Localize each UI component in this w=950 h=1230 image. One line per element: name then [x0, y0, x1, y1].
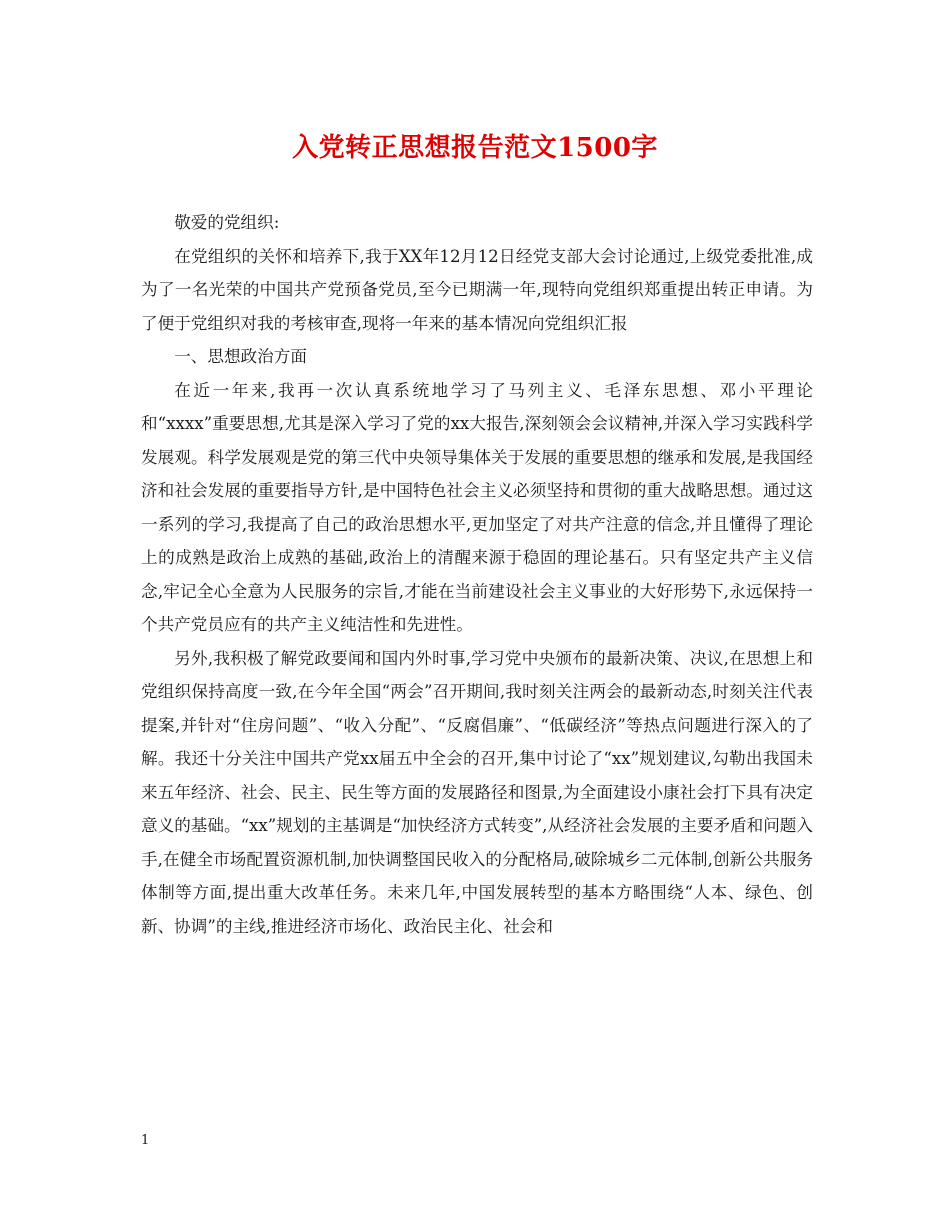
document-title: 入党转正思想报告范文1500字	[292, 133, 658, 163]
salutation: 敬爱的党组织:	[174, 213, 280, 232]
page-number: 1	[141, 1133, 150, 1148]
body-paragraph: 另外,我积极了解党政要闻和国内外时事,学习党中央颁布的最新决策、决议,在思想上和党组织保持高度一致,在今年全国“两会”召开期间,我时刻关注两会的最新动态,时刻关注代表提案,并针对“住房问题”、“收入分配”、“反腐倡廉”、“低碳经济”等热点问题进行深入的了解。我还十分关注中国共产党xx届五中全会的召开,集中讨论了“xx”规划建议,勾勒出我国未来五年经济、社会、民主、民生等方面的发展路径和图景,为全面建设小康社会打下具有决定意义的基础。“xx”规划的主基调是“加快经济方式转变”,从经济社会发展的主要矛盾和问题入手,在健全市场配置资源机制,加快调整国民收入的分配格局,破除城乡二元体制,创新公共服务体制等方面,提出重大改革任务。未来几年,中国发展转型的基本方略围绕“人本、绿色、创新、协调”的主线,推进经济市场化、政治民主化、社会和	[141, 648, 814, 936]
body-paragraph: 在近一年来,我再一次认真系统地学习了马列主义、毛泽东思想、邓小平理论和“xxxx”重要思想,尤其是深入学习了党的xx大报告,深刻领会会议精神,并深入学习实践科学发展观。科学发展观是党的第三代中央领导集体关于发展的重要思想的继承和发展,是我国经济和社会发展的重要指导方针,是中国特色社会主义必须坚持和贯彻的重大战略思想。通过这一系列的学习,我提高了自己的政治思想水平,更加坚定了对共产注意的信念,并且懂得了理论上的成熟是政治上成熟的基础,政治上的清醒来源于稳固的理论基石。只有坚定共产主义信念,牢记全心全意为人民服务的宗旨,才能在当前建设社会主义事业的大好形势下,永远保持一个共产党员应有的共产主义纯洁性和先进性。	[141, 380, 813, 634]
document-body	[141, 206, 813, 943]
section-heading: 一、思想政治方面	[174, 347, 307, 366]
intro-paragraph: 在党组织的关怀和培养下,我于XX年12月12日经党支部大会讨论通过,上级党委批准,成为了一名光荣的中国共产党预备党员,至今已期满一年,现特向党组织郑重提出转正申请。为了便于党组织对我的考核审查,现将一年来的基本情况向党组织汇报	[141, 246, 813, 333]
